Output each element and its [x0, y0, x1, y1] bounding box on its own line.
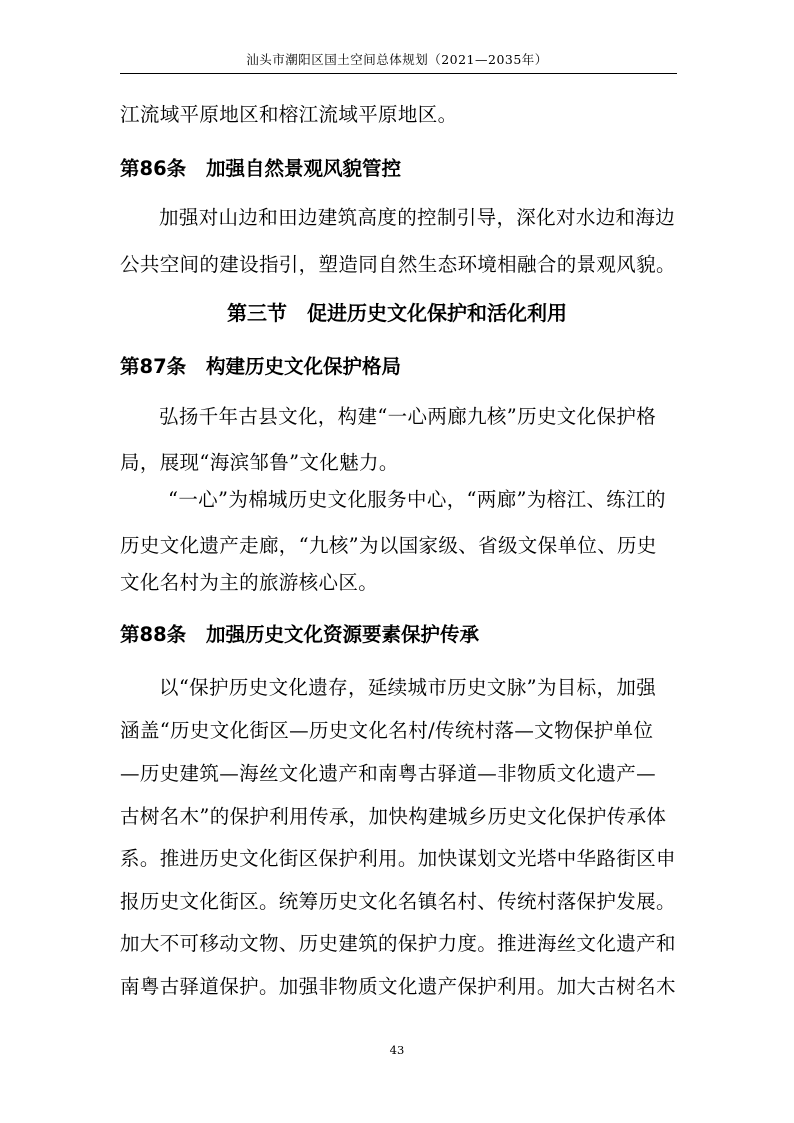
body-line: 系。推进历史文化街区保护利用。加快谋划文光塔中华路街区申 — [120, 847, 676, 870]
section-title: 第三节 促进历史文化保护和活化利用 — [227, 301, 567, 325]
body-line: 加强对山边和田边建筑高度的控制引导，深化对水边和海边 — [159, 206, 676, 229]
body-line: 报历史文化街区。统筹历史文化名镇名村、传统村落保护发展。 — [120, 890, 676, 913]
body-line: 江流域平原地区和榕江流域平原地区。 — [120, 103, 458, 126]
body-line: 文化名村为主的旅游核心区。 — [120, 571, 379, 594]
page-number: 43 — [389, 1043, 405, 1057]
body-line: 历史文化遗产走廊，“九核”为以国家级、省级文保单位、历史 — [120, 534, 657, 557]
article-title: 加强历史文化资源要素保护传承 — [206, 623, 480, 646]
article-88-heading — [120, 623, 680, 647]
article-title: 加强自然景观风貌管控 — [206, 157, 402, 180]
article-number: 第87条 — [120, 355, 187, 378]
body-line: —历史建筑—海丝文化遗产和南粤古驿道—非物质文化遗产— — [120, 762, 656, 785]
running-header: 汕头市潮阳区国土空间总体规划（2021—2035年） — [246, 52, 548, 67]
body-line: “一心”为棉城历史文化服务中心，“两廊”为榕江、练江的 — [168, 488, 666, 511]
article-number: 第88条 — [120, 623, 187, 646]
header-rule — [120, 73, 677, 74]
body-line: 以“保护历史文化遗存，延续城市历史文脉”为目标，加强 — [159, 676, 657, 699]
body-line: 古树名木”的保护利用传承，加快构建城乡历史文化保护传承体 — [120, 805, 667, 828]
body-line: 加大不可移动文物、历史建筑的保护力度。推进海丝文化遗产和 — [120, 932, 676, 955]
article-title: 构建历史文化保护格局 — [206, 355, 402, 378]
body-line: 公共空间的建设指引，塑造同自然生态环境相融合的景观风貌。 — [120, 253, 676, 276]
body-line: 局，展现“海滨邹鲁”文化魅力。 — [120, 451, 399, 474]
body-line: 涵盖“历史文化街区—历史文化名村/传统村落—文物保护单位 — [120, 719, 654, 742]
body-line: 弘扬千年古县文化，构建“一心两廊九核”历史文化保护格 — [159, 405, 657, 428]
article-86-heading — [120, 157, 680, 181]
article-number: 第86条 — [120, 157, 187, 180]
article-87-heading — [120, 355, 680, 379]
body-line: 南粤古驿道保护。加强非物质文化遗产保护利用。加大古树名木 — [120, 975, 676, 998]
